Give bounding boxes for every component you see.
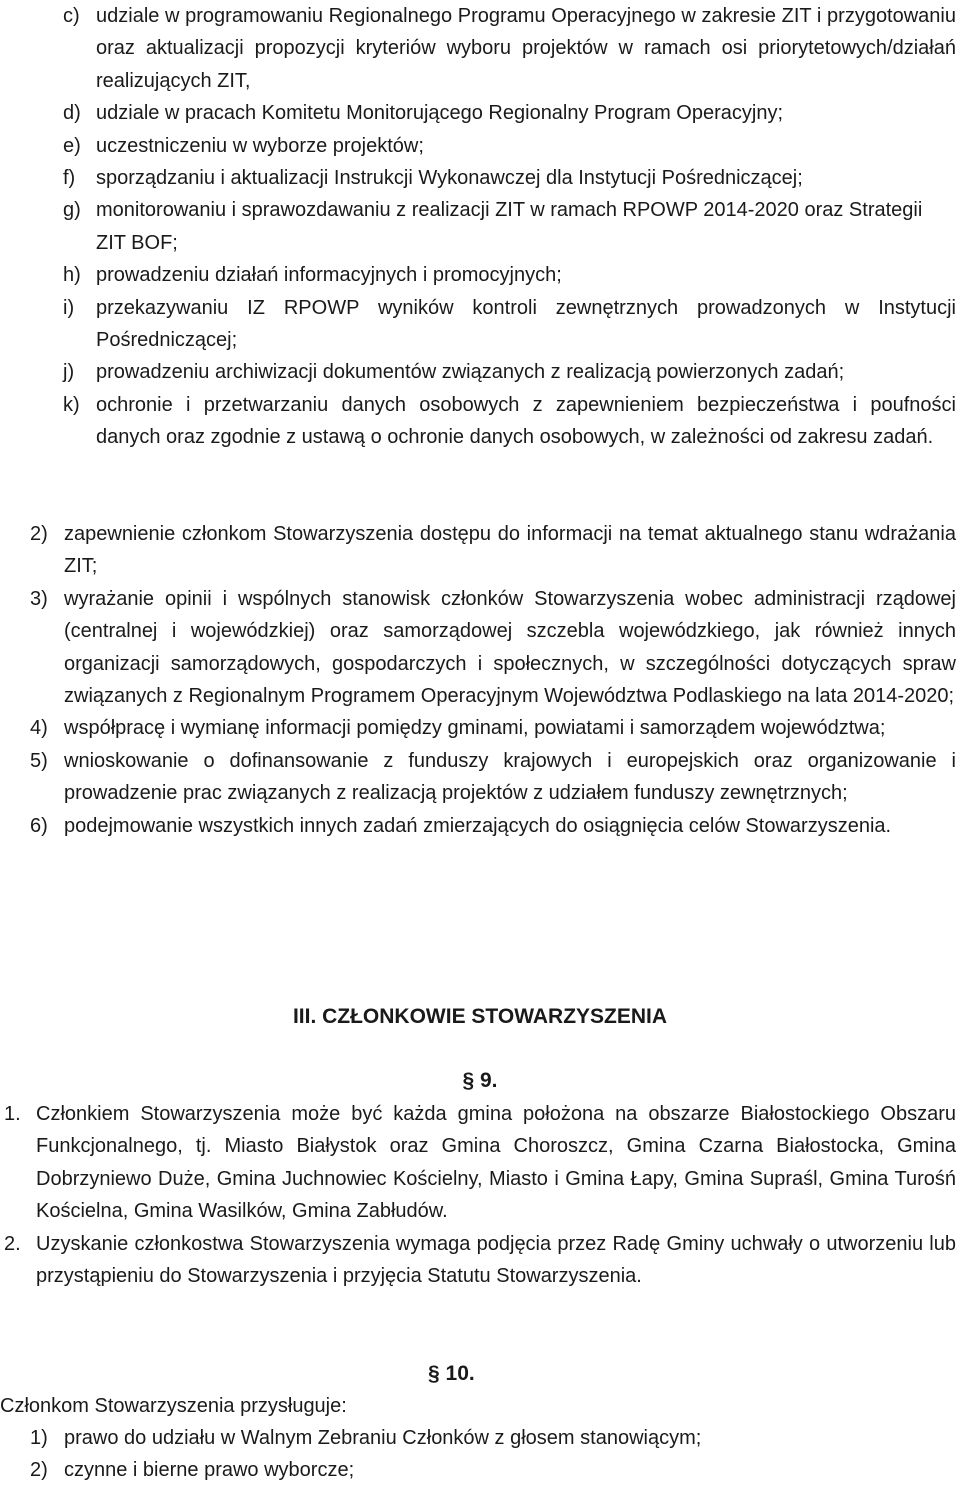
item-text: sporządzaniu i aktualizacji Instrukcji Wykonawczej dla Instytucji Pośredniczącej; <box>96 167 803 190</box>
list-item <box>30 745 956 810</box>
list-item <box>63 194 956 259</box>
item-label: 2) <box>30 1459 48 1482</box>
chapter-heading: III. CZŁONKOWIE STOWARZYSZENIA <box>292 1005 668 1028</box>
item-text: Uzyskanie członkostwa Stowarzyszenia wymaga podjęcia przez Radę Gminy uchwały o utworzeniu lub przystąpieniu do Stowarzyszenia i przyjęcia Statutu Stowarzyszenia. <box>36 1232 956 1288</box>
item-label: 2. <box>4 1232 21 1255</box>
item-text: ochronie i przetwarzaniu danych osobowych z zapewnieniem bezpieczeństwa i poufności danych oraz zgodnie z ustawą o ochronie danych osobowych, w zależności od zakresu zadań. <box>96 393 956 449</box>
item-label: g) <box>63 199 81 222</box>
item-label: 2) <box>30 523 48 545</box>
item-label: k) <box>63 393 80 416</box>
list-item <box>63 356 956 388</box>
section-9-list <box>4 1098 956 1292</box>
item-label: 1. <box>4 1103 21 1125</box>
list-item <box>63 162 956 194</box>
item-label: 5) <box>30 749 48 772</box>
list-item <box>63 389 956 454</box>
item-label: c) <box>63 5 80 27</box>
list-item <box>4 1098 956 1228</box>
item-text: czynne i bierne prawo wyborcze; <box>64 1459 355 1482</box>
numbered-item-list <box>30 518 956 842</box>
item-label: 6) <box>30 814 48 837</box>
section-10-list <box>30 1422 956 1487</box>
item-label: 4) <box>30 717 48 740</box>
item-text: udziale w pracach Komitetu Monitorującego Regionalny Program Operacyjny; <box>96 102 784 125</box>
item-text: współpracę i wymianę informacji pomiędzy gminami, powiatami i samorządem województwa; <box>64 717 886 740</box>
section-number: § 9. <box>462 1069 498 1092</box>
item-text: uczestniczeniu w wyborze projektów; <box>96 134 424 157</box>
item-text: prowadzeniu archiwizacji dokumentów związanych z realizacją powierzonych zadań; <box>96 361 845 384</box>
item-label: h) <box>63 264 81 287</box>
item-text: udziale w programowaniu Regionalnego Programu Operacyjnego w zakresie ZIT i przygotowaniu oraz aktualizacji propozycji kryteriów wyboru projektów w ramach osi priorytetowych/działań realizujących ZIT, <box>96 5 956 92</box>
list-item <box>30 518 956 583</box>
section-number: § 10. <box>428 1362 475 1385</box>
list-item <box>4 1228 956 1293</box>
list-item <box>30 583 956 713</box>
item-label: 3) <box>30 587 48 610</box>
item-text: prawo do udziału w Walnym Zebraniu Członków z głosem stanowiącym; <box>64 1427 702 1449</box>
item-text: przekazywaniu IZ RPOWP wyników kontroli zewnętrznych prowadzonych w Instytucji Pośredniczącej; <box>96 296 956 352</box>
item-label: j) <box>63 361 75 384</box>
list-item <box>30 1422 956 1454</box>
item-text: Członkiem Stowarzyszenia może być każda gmina położona na obszarze Białostockiego Obszaru Funkcjonalnego, tj. Miasto Białystok oraz Gmina Choroszcz, Gmina Czarna Białostocka, Gmina Dobrzyniewo Duże, Gmina Juchnowiec Kościelny, Miasto i Gmina Łapy, Gmina Supraśl, Gmina Turośń Kościelna, Gmina Wasilków, Gmina Zabłudów. <box>36 1103 956 1223</box>
list-item <box>63 259 956 291</box>
item-text: prowadzeniu działań informacyjnych i promocyjnych; <box>96 264 562 287</box>
item-label: 1) <box>30 1427 48 1449</box>
list-item <box>63 130 956 162</box>
item-label: i) <box>63 296 75 319</box>
item-text: wyrażanie opinii i wspólnych stanowisk członków Stowarzyszenia wobec administracji rządowej (centralnej i wojewódzkiej) oraz samorządowej szczebla wojewódzkiego, jak również innych organizacji samorządowych, gospodarczych i społecznych, w szczególności dotyczących spraw związanych z Regionalnym Programem Operacyjnym Województwa Podlaskiego na lata 2014-2020; <box>64 587 956 708</box>
list-item <box>30 1454 956 1486</box>
item-label: d) <box>63 102 81 125</box>
section-10-intro: Członkom Stowarzyszenia przysługuje: <box>0 1395 347 1417</box>
sub-item-list <box>63 0 956 454</box>
item-text: podejmowanie wszystkich innych zadań zmierzających do osiągnięcia celów Stowarzyszenia. <box>64 814 892 837</box>
list-item <box>63 292 956 357</box>
item-text: wnioskowanie o dofinansowanie z funduszy krajowych i europejskich oraz organizowanie i prowadzenie prac związanych z realizacją projektów z udziałem funduszy zewnętrznych; <box>64 749 956 805</box>
item-label: f) <box>63 167 76 190</box>
item-text: monitorowaniu i sprawozdawaniu z realizacji ZIT w ramach RPOWP 2014-2020 oraz Strategii ZIT BOF; <box>96 199 923 254</box>
list-item <box>30 712 956 744</box>
item-label: e) <box>63 134 81 157</box>
list-item <box>30 810 956 842</box>
item-text: zapewnienie członkom Stowarzyszenia dostępu do informacji na temat aktualnego stanu wdrażania ZIT; <box>64 523 956 578</box>
list-item <box>63 97 956 129</box>
list-item <box>63 0 956 97</box>
